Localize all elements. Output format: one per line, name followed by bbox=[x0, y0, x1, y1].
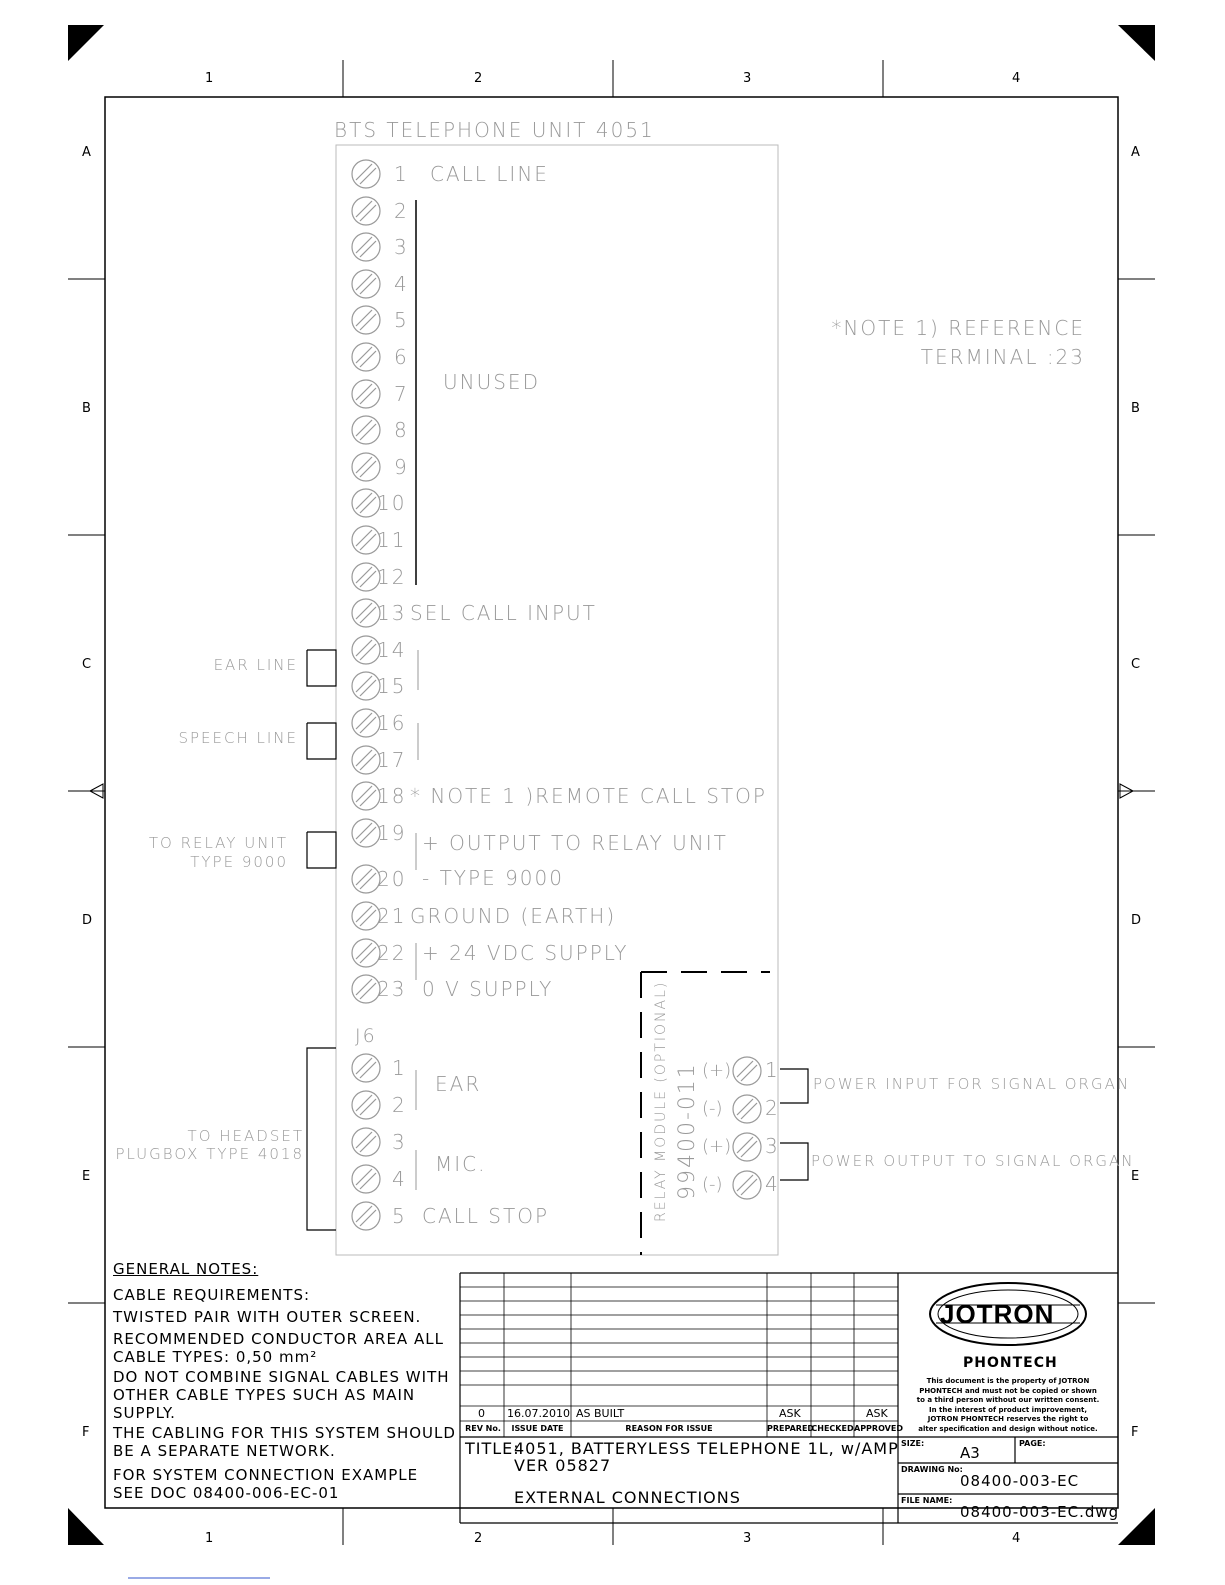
rev-header: APPROVED bbox=[854, 1424, 903, 1433]
note-line: SUPPLY. bbox=[113, 1404, 176, 1422]
company-name: PHONTECH bbox=[963, 1355, 1058, 1371]
row-label: C bbox=[1131, 657, 1141, 672]
relay-type-label: TYPE 9000 bbox=[190, 853, 288, 871]
disclaimer-line: This document is the property of JOTRON bbox=[926, 1377, 1090, 1385]
screw-terminal-icon bbox=[350, 1200, 382, 1232]
terminal-label: CALL LINE bbox=[430, 162, 549, 186]
disclaimer-line: alter specification and design without notice. bbox=[918, 1424, 1098, 1433]
column-label: 2 bbox=[474, 71, 483, 86]
terminal-number: 5 bbox=[392, 1204, 407, 1228]
note-line: SEE DOC 08400-006-EC-01 bbox=[113, 1484, 340, 1502]
corner-marker bbox=[1118, 25, 1155, 61]
terminal-number: 5 bbox=[394, 308, 409, 333]
drawing-number-label: DRAWING No: bbox=[901, 1465, 963, 1474]
column-label: 4 bbox=[1012, 71, 1021, 86]
terminal-polarity: (+) bbox=[702, 1060, 732, 1081]
terminal-number: 4 bbox=[765, 1172, 780, 1196]
title-line-3: EXTERNAL CONNECTIONS bbox=[514, 1488, 741, 1507]
title-line-1: 4051, BATTERYLESS TELEPHONE 1L, w/AMP bbox=[514, 1439, 899, 1458]
rev-header: ISSUE DATE bbox=[511, 1424, 564, 1433]
screw-terminal-icon bbox=[350, 341, 382, 373]
terminal-number: 20 bbox=[377, 867, 407, 892]
terminal-number: 4 bbox=[392, 1167, 407, 1191]
disclaimer-line: JOTRON PHONTECH reserves the right to bbox=[927, 1415, 1089, 1423]
j6-ear-label: EAR bbox=[435, 1072, 482, 1096]
row-label: C bbox=[82, 657, 92, 672]
note-line: RECOMMENDED CONDUCTOR AREA ALL bbox=[113, 1330, 444, 1348]
terminal-label: SEL CALL INPUT bbox=[410, 601, 597, 626]
terminal-number: 1 bbox=[765, 1058, 780, 1082]
terminal-label: + OUTPUT TO RELAY UNIT bbox=[422, 830, 728, 855]
screw-terminal-icon bbox=[350, 414, 382, 446]
relay-unit-label: TO RELAY UNIT bbox=[148, 834, 288, 852]
row-label: E bbox=[1131, 1169, 1140, 1184]
rev-header: CHECKED bbox=[811, 1424, 854, 1433]
note-line: CABLE TYPES: 0,50 mm² bbox=[113, 1348, 318, 1366]
general-notes bbox=[113, 1260, 456, 1502]
power-output-label: POWER OUTPUT TO SIGNAL ORGAN bbox=[811, 1152, 1135, 1170]
screw-terminal-icon bbox=[731, 1055, 763, 1087]
row-label: D bbox=[82, 913, 93, 928]
column-label: 3 bbox=[743, 1531, 752, 1546]
row-label: A bbox=[1131, 145, 1140, 160]
note-line: OTHER CABLE TYPES SUCH AS MAIN bbox=[113, 1386, 416, 1404]
column-label: 3 bbox=[743, 71, 752, 86]
rev-header: REV No. bbox=[465, 1424, 501, 1433]
screw-terminal-icon bbox=[350, 1163, 382, 1195]
file-name-label: FILE NAME: bbox=[901, 1496, 953, 1505]
note-line: FOR SYSTEM CONNECTION EXAMPLE bbox=[113, 1466, 419, 1484]
drawing-number-value: 08400-003-EC bbox=[960, 1472, 1080, 1490]
row-label: B bbox=[1131, 401, 1140, 416]
note-reference: *NOTE 1) REFERENCE bbox=[831, 316, 1085, 340]
terminal-number: 21 bbox=[377, 904, 407, 928]
disclaimer-line: PHONTECH and must not be copied or shown bbox=[919, 1386, 1097, 1395]
terminal-label: 0 V SUPPLY bbox=[422, 977, 554, 1002]
terminal-number: 1 bbox=[394, 162, 409, 186]
terminal-label: CALL STOP bbox=[422, 1204, 550, 1228]
terminal-number: 11 bbox=[377, 528, 407, 552]
row-label: E bbox=[82, 1169, 91, 1184]
screw-terminal-icon bbox=[350, 195, 382, 227]
power-input-label: POWER INPUT FOR SIGNAL ORGAN bbox=[813, 1075, 1131, 1093]
note-line: DO NOT COMBINE SIGNAL CABLES WITH bbox=[113, 1368, 450, 1386]
terminal-number: 16 bbox=[377, 711, 407, 735]
unused-label: UNUSED bbox=[443, 370, 540, 394]
disclaimer bbox=[900, 1377, 1116, 1434]
plugbox-label: PLUGBOX TYPE 4018 bbox=[115, 1145, 304, 1163]
title-line-2: VER 05827 bbox=[514, 1456, 612, 1475]
disclaimer-line: In the interest of product improvement, bbox=[929, 1405, 1087, 1414]
screw-terminal-icon bbox=[350, 268, 382, 300]
size-value: A3 bbox=[960, 1444, 980, 1462]
column-label: 2 bbox=[474, 1531, 483, 1546]
ear-line-label: EAR LINE bbox=[213, 656, 298, 674]
j6-mic-label: MIC. bbox=[435, 1152, 487, 1176]
row-label: F bbox=[1131, 1425, 1139, 1440]
note-line: THE CABLING FOR THIS SYSTEM SHOULD bbox=[113, 1424, 456, 1442]
speech-line-label: SPEECH LINE bbox=[178, 729, 298, 747]
row-label: B bbox=[82, 401, 91, 416]
terminal-label: - TYPE 9000 bbox=[422, 866, 564, 891]
terminal-number: 12 bbox=[377, 564, 407, 589]
screw-terminal-icon bbox=[350, 158, 382, 190]
terminal-number: 8 bbox=[394, 418, 409, 443]
headset-label: TO HEADSET bbox=[187, 1127, 304, 1145]
rev-approved: ASK bbox=[866, 1407, 888, 1420]
general-notes-heading: GENERAL NOTES: bbox=[113, 1260, 259, 1278]
j6-title: J6 bbox=[355, 1025, 377, 1047]
screw-terminal-icon bbox=[350, 1089, 382, 1121]
corner-marker bbox=[1118, 1508, 1155, 1545]
title-label: TITLE: bbox=[465, 1439, 520, 1458]
terminal-number: 13 bbox=[377, 601, 407, 626]
page-label: PAGE: bbox=[1019, 1439, 1046, 1448]
note-line: BE A SEPARATE NETWORK. bbox=[113, 1442, 336, 1460]
screw-terminal-icon bbox=[350, 1052, 382, 1084]
terminal-number: 22 bbox=[377, 940, 407, 965]
screw-terminal-icon bbox=[350, 451, 382, 483]
terminal-number: 2 bbox=[765, 1096, 780, 1120]
unit-title: BTS TELEPHONE UNIT 4051 bbox=[334, 118, 655, 142]
screw-terminal-icon bbox=[350, 1126, 382, 1158]
terminal-number: 15 bbox=[377, 674, 407, 699]
terminal-number: 7 bbox=[394, 381, 409, 406]
column-label: 1 bbox=[205, 71, 214, 86]
corner-marker bbox=[68, 25, 104, 61]
terminal-number: 3 bbox=[394, 235, 409, 260]
row-label: F bbox=[82, 1425, 90, 1440]
terminal-label: GROUND (EARTH) bbox=[410, 904, 617, 928]
terminal-label: + 24 VDC SUPPLY bbox=[422, 940, 629, 965]
screw-terminal-icon bbox=[350, 378, 382, 410]
terminal-number: 3 bbox=[765, 1134, 780, 1158]
terminal-number: 14 bbox=[377, 637, 407, 662]
rev-header: REASON FOR ISSUE bbox=[625, 1424, 713, 1433]
note-terminal: TERMINAL :23 bbox=[920, 345, 1085, 369]
terminal-number: 2 bbox=[394, 198, 409, 223]
terminal-polarity: (+) bbox=[702, 1136, 732, 1157]
column-label: 1 bbox=[205, 1531, 214, 1546]
rev-date: 16.07.2010 bbox=[507, 1407, 570, 1420]
rev-number: 0 bbox=[478, 1407, 485, 1420]
row-label: D bbox=[1131, 913, 1142, 928]
terminal-number: 6 bbox=[394, 345, 409, 369]
terminal-polarity: (-) bbox=[702, 1098, 723, 1119]
column-label: 4 bbox=[1012, 1531, 1021, 1546]
logo-text: JOTRON bbox=[940, 1299, 1055, 1329]
relay-module-part: 99400-011 bbox=[675, 1062, 700, 1200]
terminal-number: 1 bbox=[392, 1056, 407, 1080]
disclaimer-line: to a third person without our written consent. bbox=[916, 1396, 1100, 1404]
terminal-number: 4 bbox=[394, 271, 409, 296]
screw-terminal-icon bbox=[350, 231, 382, 263]
terminal-number: 2 bbox=[392, 1093, 407, 1117]
terminal-label: * NOTE 1 )REMOTE CALL STOP bbox=[410, 784, 767, 809]
terminal-number: 10 bbox=[377, 491, 407, 516]
terminal-number: 23 bbox=[377, 977, 407, 1002]
terminal-number: 18 bbox=[377, 784, 407, 809]
relay-module-label: RELAY MODULE (OPTIONAL) bbox=[653, 980, 669, 1222]
rev-header: PREPARED bbox=[767, 1424, 815, 1433]
rev-prepared: ASK bbox=[779, 1407, 801, 1420]
file-name-value: 08400-003-EC.dwg bbox=[960, 1503, 1120, 1521]
terminal-number: 17 bbox=[377, 747, 407, 772]
terminal-polarity: (-) bbox=[702, 1174, 723, 1195]
corner-marker bbox=[68, 1508, 104, 1545]
note-line: CABLE REQUIREMENTS: bbox=[113, 1286, 311, 1304]
row-label: A bbox=[82, 145, 91, 160]
rev-reason: AS BUILT bbox=[576, 1407, 625, 1420]
terminal-number: 9 bbox=[394, 454, 409, 479]
terminal-number: 19 bbox=[377, 820, 407, 845]
screw-terminal-icon bbox=[731, 1093, 763, 1125]
screw-terminal-icon bbox=[731, 1131, 763, 1163]
terminal-number: 3 bbox=[392, 1130, 407, 1154]
screw-terminal-icon bbox=[350, 304, 382, 336]
note-line: TWISTED PAIR WITH OUTER SCREEN. bbox=[113, 1308, 422, 1326]
size-label: SIZE: bbox=[901, 1439, 925, 1448]
screw-terminal-icon bbox=[731, 1169, 763, 1201]
